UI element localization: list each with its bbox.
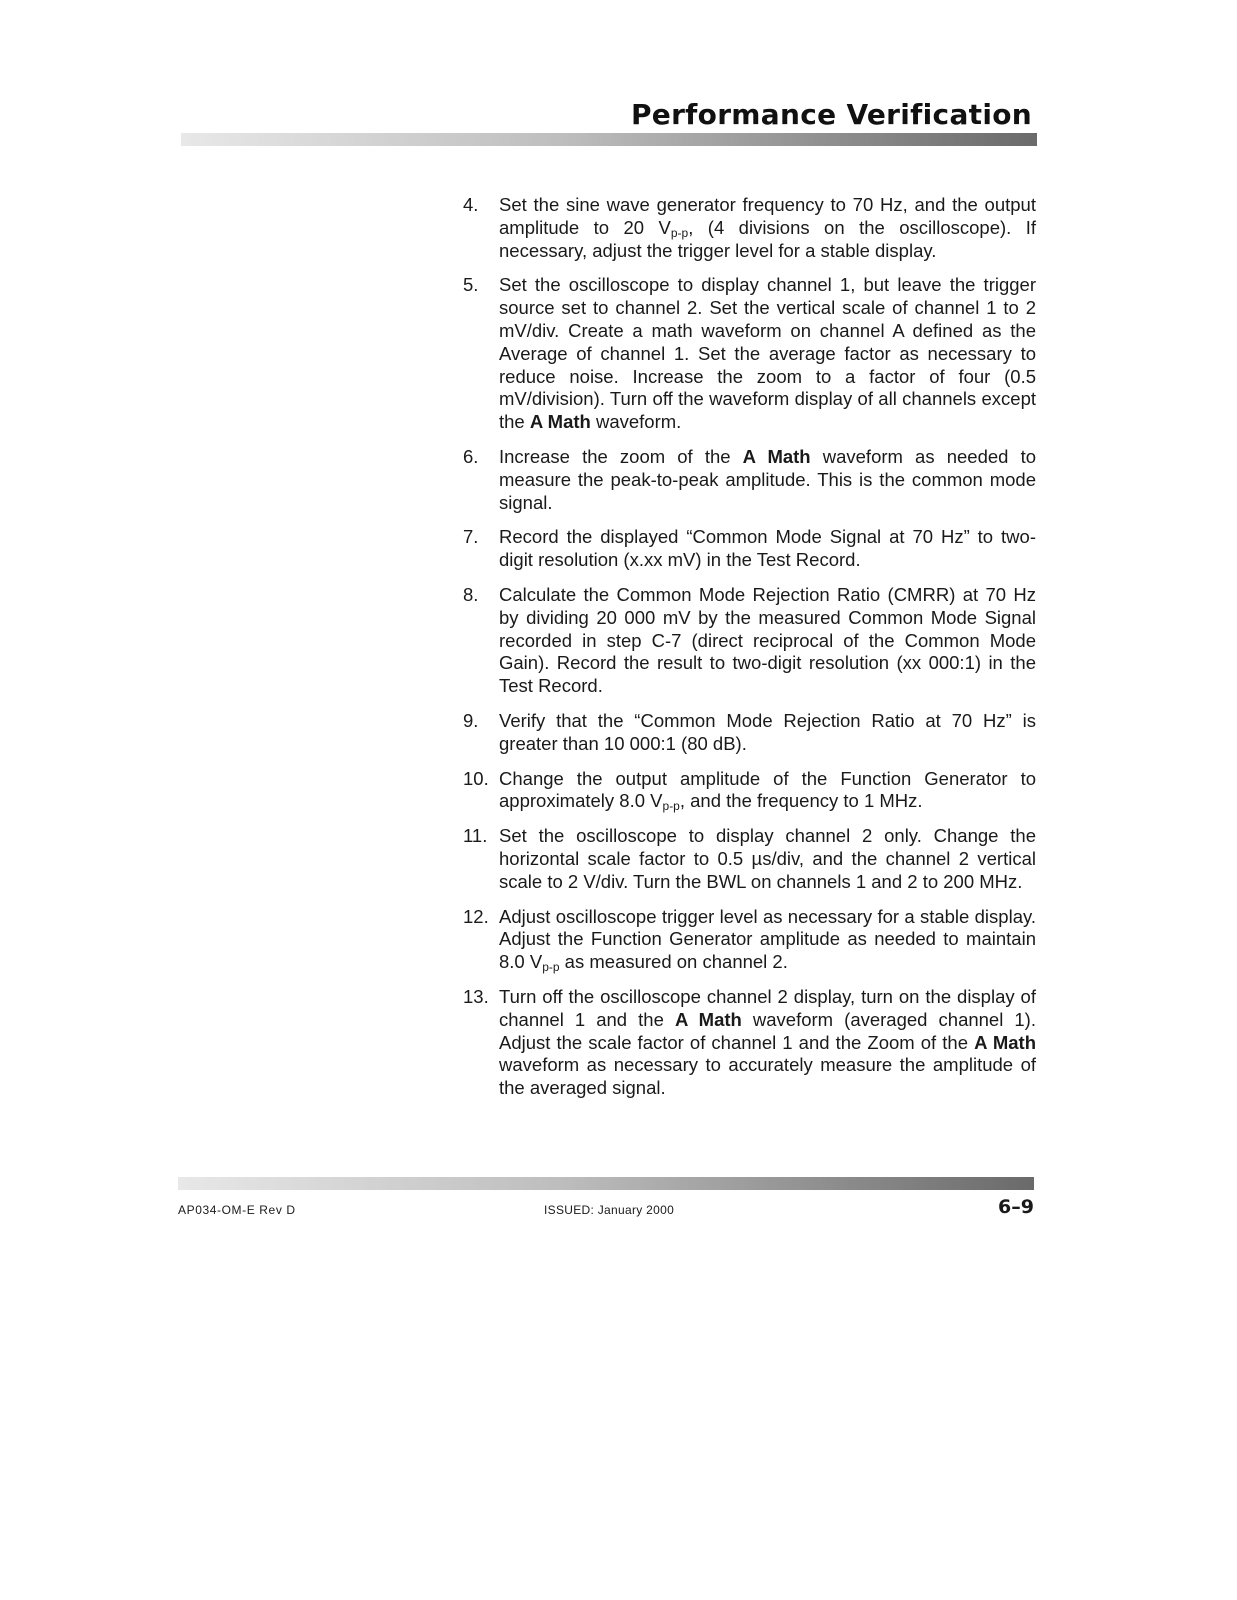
step-text-run: waveform.: [590, 411, 682, 433]
step-text-run: , (4 divisions on the oscilloscope). If necessary, adjust the trigger level for a stable display.: [499, 216, 1037, 261]
emphasis-text: A Math: [529, 411, 591, 433]
step-text: [499, 194, 1036, 262]
emphasis-text: A Math: [974, 1031, 1036, 1053]
step-text-run: Set the sine wave generator frequency to 70 Hz, and the output amplitude to 20 V: [499, 194, 1036, 238]
procedure-step: [463, 825, 1036, 893]
step-number: 10.: [463, 767, 489, 789]
step-number: 13.: [463, 985, 489, 1007]
step-text-run: Set the oscilloscope to display channel 2 only. Change the horizontal scale factor to 0.5 µs/div, and the channel 2 vertical scale to 2 V/div. Turn the BWL on channels 1 and 2 to 200 MHz.: [499, 825, 1036, 892]
emphasis-text: A Math: [742, 445, 811, 467]
subscript-text: p-p: [670, 225, 689, 240]
step-text-run: Record the displayed “Common Mode Signal at 70 Hz” to two-digit resolution (x.xx mV) in the Test Record.: [499, 526, 1036, 571]
procedure-step: [463, 584, 1036, 698]
step-number: 5.: [463, 274, 479, 296]
step-text-run: Verify that the “Common Mode Rejection Ratio at 70 Hz” is greater than 10 000:1 (80 dB).: [499, 709, 1036, 754]
step-number: 6.: [463, 445, 479, 467]
step-text-run: Change the output amplitude of the Function Generator to approximately 8.0 V: [499, 767, 1036, 812]
issue-date: ISSUED: January 2000: [544, 1203, 675, 1217]
step-number: 12.: [463, 905, 489, 927]
page-title: Performance Verification: [630, 98, 1032, 131]
step-text: [499, 986, 1036, 1100]
step-text: [499, 710, 1036, 756]
step-text: [499, 906, 1036, 974]
step-text-run: Set the oscilloscope to display channel 1, but leave the trigger source set to channel 2. Set the vertical scale of channel 1 to 2 mV/div. Create a math waveform on channel A defined as the Average of channel 1. Set the average factor as necessary to reduce noise. Increase the zoom to a factor of four (0.5 mV/division). Turn off the waveform display of all channels except the: [499, 274, 1036, 433]
step-text-run: waveform as necessary to accurately measure the amplitude of the averaged signal.: [499, 1054, 1036, 1099]
subscript-text: p-p: [542, 960, 560, 975]
step-text-run: Calculate the Common Mode Rejection Ratio (CMRR) at 70 Hz by dividing 20 000 mV by the measured Common Mode Signal recorded in step C-7 (direct reciprocal of the Common Mode Gain). Record the result to two-digit resolution (xx 000:1) in the Test Record.: [499, 583, 1036, 697]
step-text-run: Adjust oscilloscope trigger level as necessary for a stable display. Adjust the Function Generator amplitude as needed to maintain 8.0 V: [499, 905, 1036, 973]
step-text-run: waveform (averaged channel 1). Adjust the scale factor of channel 1 and the Zoom of the: [499, 1008, 1036, 1053]
procedure-step: [463, 986, 1036, 1100]
emphasis-text: A Math: [674, 1008, 742, 1030]
step-number: 11.: [463, 825, 488, 847]
step-text: [499, 526, 1036, 572]
step-number: 4.: [463, 194, 479, 215]
procedure-step: [463, 906, 1036, 974]
footer-rule: [178, 1177, 1034, 1190]
step-number: 8.: [463, 583, 479, 605]
step-text: [499, 825, 1036, 893]
step-number: 7.: [463, 526, 479, 548]
procedure-step: [463, 194, 1036, 262]
step-text-run: Increase the zoom of the: [499, 445, 743, 467]
step-text: [499, 446, 1036, 514]
procedure-step: [463, 768, 1036, 814]
step-number: 9.: [463, 709, 479, 731]
step-text-run: Turn off the oscilloscope channel 2 display, turn on the display of channel 1 and the: [499, 985, 1036, 1030]
procedure-step: [463, 274, 1036, 434]
subscript-text: p-p: [662, 799, 680, 814]
step-text: [499, 584, 1036, 698]
step-text-run: as measured on channel 2.: [559, 951, 788, 973]
step-text-run: waveform as needed to measure the peak-to-peak amplitude. This is the common mode signal.: [499, 445, 1036, 513]
page-number: 6–9: [998, 1196, 1034, 1218]
procedure-step: [463, 526, 1036, 572]
document-id: AP034-OM-E Rev D: [178, 1203, 296, 1217]
procedure-step: [463, 710, 1036, 756]
procedure-steps: [463, 194, 1036, 1112]
step-text-run: , and the frequency to 1 MHz.: [679, 790, 923, 812]
step-text: [499, 768, 1036, 814]
procedure-step: [463, 446, 1036, 514]
header-rule: [181, 133, 1037, 146]
step-text: [499, 274, 1036, 434]
